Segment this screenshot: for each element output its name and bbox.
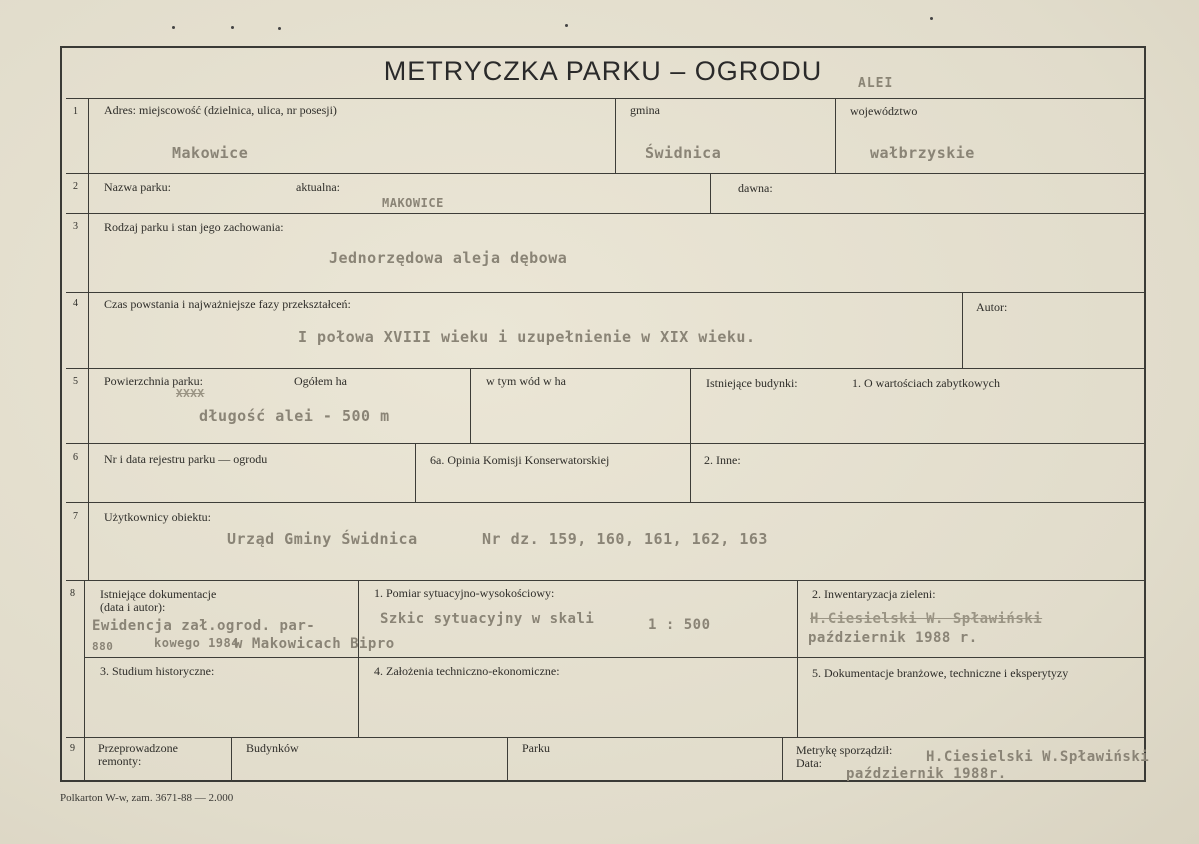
row-divider	[66, 443, 1144, 444]
heritage-buildings-label: 1. O wartościach zabytkowych	[852, 376, 1000, 390]
row-number: 9	[70, 743, 75, 754]
history-phases-label: Czas powstania i najważniejsze fazy przekształceń:	[104, 297, 351, 311]
row-number: 2	[73, 181, 78, 192]
survey-label: 1. Pomiar sytuacyjno-wysokościowy:	[374, 586, 555, 600]
address-label: Adres: miejscowość (dzielnica, ulica, nr posesji)	[104, 103, 337, 117]
users-label: Użytkownicy obiektu:	[104, 510, 211, 524]
row-number: 8	[70, 588, 75, 599]
row-divider	[66, 737, 1144, 738]
gmina-label: gmina	[630, 103, 660, 117]
row-divider	[66, 502, 1144, 503]
register-label: Nr i data rejestru parku — ogrodu	[104, 452, 268, 466]
paper-speck	[930, 17, 933, 20]
greenery-inventory-label: 2. Inwentaryzacja zieleni:	[812, 587, 936, 601]
row-number: 7	[73, 511, 78, 522]
cell-divider	[358, 580, 359, 737]
row-divider	[66, 173, 1144, 174]
cell-divider	[690, 443, 691, 502]
cell-divider	[615, 98, 616, 173]
cell-divider	[470, 368, 471, 443]
existing-docs-value: 880	[92, 640, 114, 653]
row-divider	[66, 580, 1144, 581]
gmina-value: Świdnica	[645, 144, 722, 162]
repairs-sublabel: remonty:	[98, 754, 142, 768]
paper-speck	[565, 24, 568, 27]
number-column-line	[84, 580, 85, 780]
park-name-label: Nazwa parku:	[104, 180, 171, 194]
prepared-by-value: H.Ciesielski W.Spławiński	[926, 749, 1150, 765]
struck-area-value: XXXX	[176, 387, 205, 400]
row-divider	[66, 98, 1144, 99]
existing-docs-value: w Makowicach Bipro	[234, 636, 395, 652]
cell-divider	[415, 443, 416, 502]
greenery-inventory-value: H.Ciesielski W. Spławiński	[810, 611, 1043, 627]
current-name-value: MAKOWICE	[382, 196, 444, 210]
existing-docs-value: Ewidencja zał.ogrod. par-	[92, 618, 316, 634]
number-column-line	[88, 98, 89, 580]
cell-divider	[231, 737, 232, 782]
current-name-label: aktualna:	[296, 180, 340, 194]
greenery-inventory-date: październik 1988 r.	[808, 630, 978, 646]
cell-divider	[710, 173, 711, 213]
survey-scale-value: 1 : 500	[648, 617, 711, 633]
row-number: 4	[73, 298, 78, 309]
park-type-value: Jednorzędowa aleja dębowa	[329, 249, 568, 267]
branch-docs-label: 5. Dokumentacje branżowe, techniczne i eksperytyzy	[812, 666, 1069, 680]
title-extra-stamp: ALEI	[858, 76, 894, 91]
author-label: Autor:	[976, 300, 1008, 314]
row-number: 3	[73, 221, 78, 232]
users-value: Urząd Gminy Świdnica	[227, 530, 418, 548]
voivodeship-value: wałbrzyskie	[870, 144, 975, 162]
water-area-label: w tym wód w ha	[486, 374, 566, 388]
parcels-value: Nr dz. 159, 160, 161, 162, 163	[482, 530, 768, 548]
park-repairs-label: Parku	[522, 741, 550, 755]
area-label: Powierzchnia parku:	[104, 374, 203, 388]
park-type-label: Rodzaj parku i stan jego zachowania:	[104, 220, 284, 234]
area-total-label: Ogółem ha	[294, 374, 347, 388]
row-number: 1	[73, 106, 78, 117]
row-divider	[66, 368, 1144, 369]
date-label: Data:	[796, 756, 822, 770]
technical-economic-label: 4. Założenia techniczno-ekonomiczne:	[374, 664, 560, 678]
row-number: 5	[73, 376, 78, 387]
voivodeship-label: województwo	[850, 104, 918, 118]
address-value: Makowice	[172, 144, 249, 162]
paper-speck	[172, 26, 175, 29]
cell-divider	[835, 98, 836, 173]
other-buildings-label: 2. Inne:	[704, 453, 741, 467]
paper-speck	[231, 26, 234, 29]
cell-divider	[690, 368, 691, 443]
existing-docs-label: Istniejące dokumentacje	[100, 587, 217, 601]
existing-docs-value: kowego 1984	[154, 636, 239, 650]
former-name-label: dawna:	[738, 181, 773, 195]
survey-value: Szkic sytuacyjny w skali	[380, 611, 595, 627]
date-value: październik 1988r.	[846, 766, 1007, 782]
history-phases-value: I połowa XVIII wieku i uzupełnienie w XIX wieku.	[298, 328, 756, 346]
row-divider	[66, 292, 1144, 293]
commission-opinion-label: 6a. Opinia Komisji Konserwatorskiej	[430, 453, 610, 467]
existing-docs-sublabel: (data i autor):	[100, 600, 166, 614]
paper-speck	[278, 27, 281, 30]
cell-divider	[507, 737, 508, 782]
alley-length-value: długość alei - 500 m	[199, 407, 390, 425]
cell-divider	[962, 292, 963, 368]
printer-imprint: Polkarton W-w, zam. 3671-88 — 2.000	[60, 792, 234, 804]
row-divider	[66, 213, 1144, 214]
prepared-by-label: Metrykę sporządził:	[796, 743, 893, 757]
historical-study-label: 3. Studium historyczne:	[100, 664, 215, 678]
row-number: 6	[73, 452, 78, 463]
repairs-label: Przeprowadzone	[98, 741, 178, 755]
cell-divider	[782, 737, 783, 782]
existing-buildings-label: Istniejące budynki:	[706, 376, 798, 390]
cell-divider	[797, 580, 798, 737]
form-title: METRYCZKA PARKU – OGRODU	[383, 56, 823, 86]
row-divider	[84, 657, 1144, 658]
buildings-repairs-label: Budynków	[246, 741, 299, 755]
